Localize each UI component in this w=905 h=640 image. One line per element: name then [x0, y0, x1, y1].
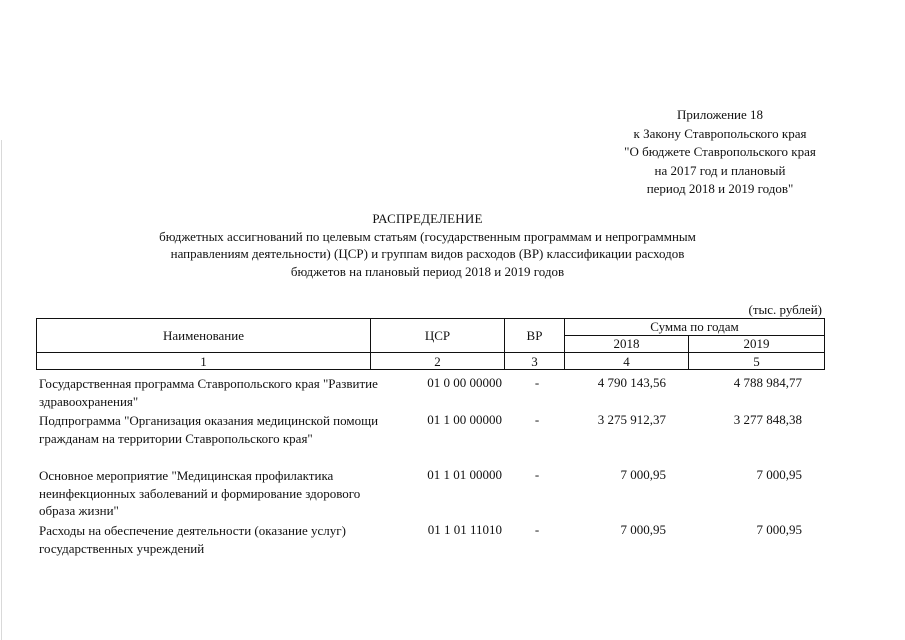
- header-vr: ВР: [505, 319, 565, 353]
- document-subtitle-line: бюджетных ассигнований по целевым статьям (государственным программам и непрограммным: [159, 228, 696, 244]
- appendix-line: период 2018 и 2019 годов": [646, 181, 794, 197]
- row-name: Подпрограмма "Организация оказания медицинской помощи гражданам на территории Ставропольского края": [39, 413, 379, 446]
- header-csr: ЦСР: [371, 319, 505, 353]
- document-subtitle-line: направлениям деятельности) (ЦСР) и группам видов расходов (ВР) классификации расходов: [170, 246, 685, 261]
- header-year-2018: 2018: [565, 336, 689, 353]
- row-amount-2019: 7 000,95: [756, 522, 802, 537]
- document-heading: [60, 210, 795, 280]
- row-vr: -: [534, 522, 540, 537]
- appendix-line: к Закону Ставропольского края: [633, 125, 807, 141]
- row-name: Основное мероприятие "Медицинская профилактика неинфекционных заболеваний и формирование здорового образа жизни": [39, 468, 361, 518]
- document-subtitle-line: бюджетов на плановый период 2018 и 2019 годов: [290, 263, 565, 279]
- column-number: 3: [505, 353, 565, 370]
- row-amount-2018: 7 000,95: [620, 522, 666, 537]
- row-amount-2018: 3 275 912,37: [597, 412, 666, 427]
- column-number: 4: [565, 353, 689, 370]
- row-csr: 01 1 01 11010: [427, 522, 502, 537]
- header-sum-by-years: Сумма по годам: [565, 319, 825, 336]
- row-csr: 01 1 00 00000: [427, 412, 502, 427]
- row-vr: -: [534, 412, 540, 427]
- row-amount-2019: 3 277 848,38: [733, 412, 802, 427]
- row-amount-2018: 4 790 143,56: [597, 375, 666, 390]
- document-title: РАСПРЕДЕЛЕНИЕ: [372, 211, 483, 226]
- row-name: Расходы на обеспечение деятельности (оказание услуг) государственных учреждений: [39, 523, 346, 556]
- header-name: Наименование: [37, 319, 371, 353]
- row-amount-2019: 4 788 984,77: [733, 375, 802, 390]
- row-vr: -: [534, 375, 540, 390]
- row-csr: 01 0 00 00000: [427, 375, 502, 390]
- budget-table-header: [36, 318, 825, 370]
- column-number: 5: [689, 353, 825, 370]
- row-vr: -: [534, 467, 540, 482]
- appendix-line: "О бюджете Ставропольского края: [624, 144, 816, 160]
- row-name: Государственная программа Ставропольского края "Развитие здравоохранения": [39, 376, 378, 409]
- row-csr: 01 1 01 00000: [427, 467, 502, 482]
- appendix-line: Приложение 18: [676, 107, 764, 122]
- units-label: (тыс. рублей): [748, 302, 822, 317]
- scan-edge-line: [1, 140, 2, 640]
- row-amount-2019: 7 000,95: [756, 467, 802, 482]
- column-number: 2: [371, 353, 505, 370]
- column-number: 1: [37, 353, 371, 370]
- row-amount-2018: 7 000,95: [620, 467, 666, 482]
- appendix-note: [560, 106, 880, 199]
- header-year-2019: 2019: [689, 336, 825, 353]
- appendix-line: на 2017 год и плановый: [654, 162, 786, 178]
